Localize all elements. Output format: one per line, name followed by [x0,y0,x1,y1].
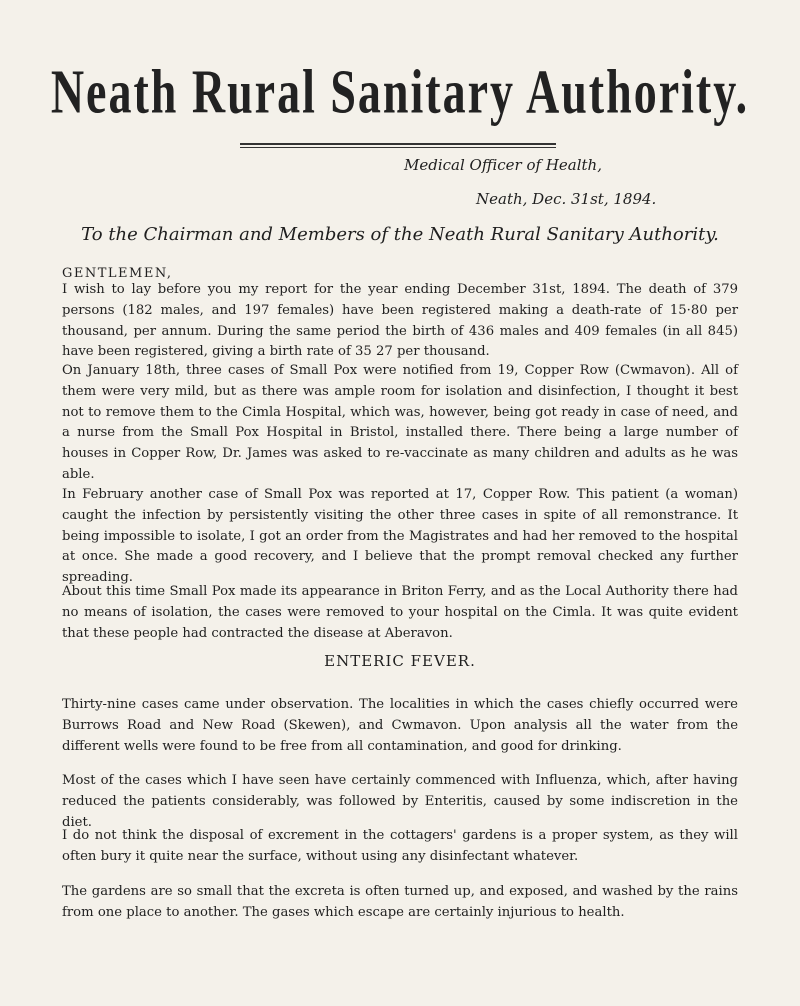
greeting: GENTLEMEN, [62,266,173,281]
paragraph-2-text: On January 18th, three cases of Small Pox were notified from 19, Copper Row (Cwmavon). All of them were very mild, but as there was ample room for isolation and disinfection, I thought it best not to remove them to the Cimla Hospital, which was, however, being got ready in case of need, and a nurse from the Small Pox Hospital in Bristol, installed there. There being a large number of houses in Copper Row, Dr. James was asked to re-vaccinate as many children and adults as he was able. [62,363,738,482]
paragraph-4-text: About this time Small Pox made its appearance in Briton Ferry, and as the Local Authority there had no means of isolation, the cases were removed to your hospital on the Cimla. It was quite evident that these people had contracted the disease at Aberavon. [62,584,738,641]
paragraph-6-text: Most of the cases which I have seen have certainly commenced with Influenza, which, after having reduced the patients considerably, was followed by Enteritis, caused by some indiscretion in the diet. [62,773,738,830]
paragraph-8 [62,882,738,924]
paragraph-8-text: The gardens are so small that the excreta is often turned up, and exposed, and washed by the rains from one place to another. The gases which escape are certainly injurious to health. [62,884,738,920]
paragraph-1 [62,280,738,363]
paragraph-5 [62,695,738,757]
title-rule [240,143,556,145]
document-title: Neath Rural Sanitary Authority. [50,57,750,127]
paragraph-5-text: Thirty-nine cases came under observation. The localities in which the cases chiefly occurred were Burrows Road and New Road (Skewen), and Cwmavon. Upon analysis all the water from the different wells were found to be free from all contamination, and good for drinking. [62,697,738,754]
title-rule-thin [240,147,556,148]
paragraph-4 [62,582,738,644]
paragraph-2 [62,361,738,486]
officer-role: Medical Officer of Health, [404,156,602,174]
paragraph-6 [62,771,738,833]
paragraph-3-text: In February another case of Small Pox was reported at 17, Copper Row. This patient (a woman) caught the infection by persistently visiting the other three cases in spite of all remonstrance. It being impossible to isolate, I got an order from the Magistrates and had her removed to the hospital at once. She made a good recovery, and I believe that the prompt removal checked any further spreading. [62,487,738,586]
section-heading: ENTERIC FEVER. [324,652,476,670]
salutation: To the Chairman and Members of the Neath Rural Sanitary Authority. [81,224,719,245]
paragraph-7-text: I do not think the disposal of excrement in the cottagers' gardens is a proper system, as they will often bury it quite near the surface, without using any disinfectant whatever. [62,828,738,864]
paragraph-1-text: I wish to lay before you my report for the year ending December 31st, 1894. The death of 379 persons (182 males, and 197 females) have been registered making a death-rate of 15·80 per thousand, per annum. During the same period the birth of 436 males and 409 females (in all 845) have been registered, giving a birth rate of 35 27 per thousand. [62,282,738,360]
paragraph-3 [62,485,738,589]
paragraph-7 [62,826,738,868]
place-date: Neath, Dec. 31st, 1894. [476,190,657,208]
